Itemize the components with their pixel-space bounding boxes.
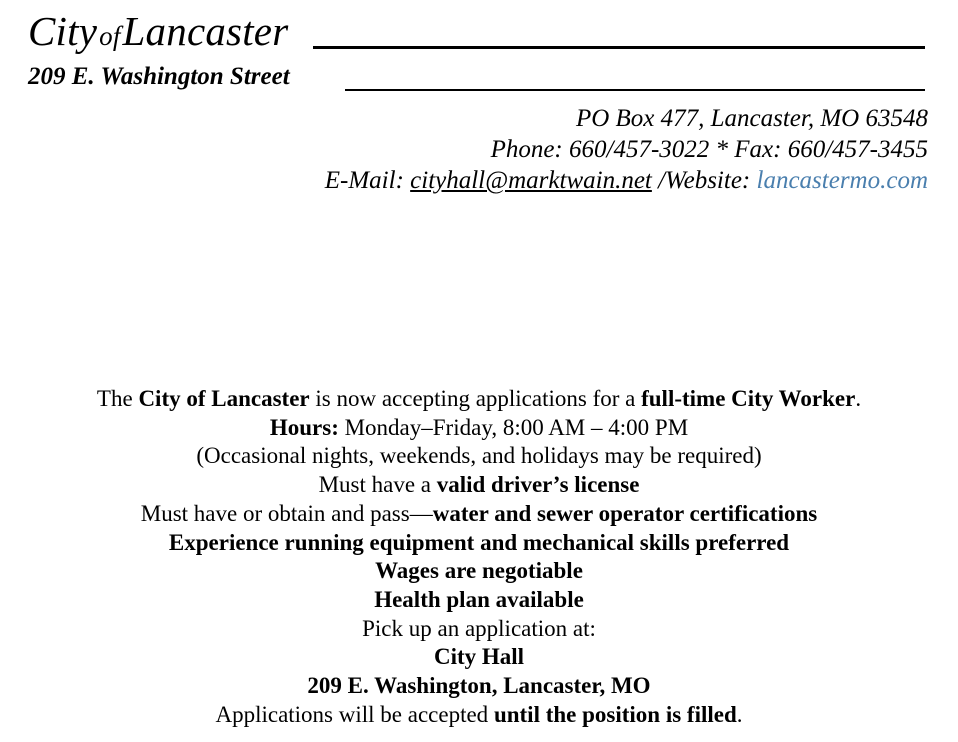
plain-text: The (96, 386, 139, 411)
emphasis-text: Wages are negotiable (375, 558, 583, 584)
emphasis-text: Experience running equipment and mechanical skills preferred (168, 529, 790, 555)
line-license (0, 471, 958, 500)
line-cityhall (0, 643, 958, 672)
line-experience (0, 529, 958, 558)
organization-street-row (28, 62, 290, 92)
organization-title-word-of: of (99, 21, 121, 51)
plain-text: (Occasional nights, weekends, and holidays may be required) (196, 443, 762, 469)
plain-text: . (855, 386, 862, 411)
contact-website-label: /Website: (658, 167, 751, 194)
contact-block (325, 103, 928, 196)
line-health (0, 586, 958, 615)
plain-text: Monday–Friday, 8:00 AM – 4:00 PM (338, 414, 689, 440)
organization-title-word-city: City (28, 8, 98, 54)
line-pickup (0, 615, 958, 644)
line-occasional (0, 442, 958, 471)
letterhead-rule-bottom (345, 89, 925, 91)
contact-email-website-row (325, 165, 928, 196)
line-deadline (0, 701, 958, 730)
contact-website-link[interactable]: lancastermo.com (756, 167, 928, 194)
plain-text: . (736, 701, 743, 727)
organization-title (28, 8, 288, 59)
line-intro (0, 385, 958, 414)
emphasis-text: 209 E. Washington, Lancaster, MO (307, 673, 651, 699)
emphasis-text: Hours: (269, 414, 339, 440)
plain-text: Pick up an application at: (362, 615, 596, 641)
contact-phone-fax: Phone: 660/457-3022 * Fax: 660/457-3455 (490, 136, 928, 163)
line-address (0, 672, 958, 701)
plain-text: Must have or obtain and pass— (140, 500, 433, 526)
line-wages (0, 557, 958, 586)
emphasis-text: valid driver’s license (436, 472, 640, 498)
organization-street: 209 E. Washington Street (28, 63, 290, 90)
emphasis-text: City Hall (433, 644, 525, 670)
organization-title-row (28, 8, 288, 59)
contact-email-label: E-Mail: (324, 167, 404, 194)
emphasis-text: full-time City Worker (641, 386, 856, 411)
plain-text: is now accepting applications for a (309, 386, 642, 411)
emphasis-text: Health plan available (374, 586, 584, 612)
emphasis-text: City of Lancaster (138, 386, 310, 411)
letterhead-rule-top (313, 46, 925, 49)
line-certifications (0, 500, 958, 529)
contact-email-link[interactable]: cityhall@marktwain.net (410, 167, 652, 194)
plain-text: Must have a (318, 472, 437, 498)
plain-text: Applications will be accepted (215, 701, 494, 727)
contact-po-box: PO Box 477, Lancaster, MO 63548 (575, 105, 928, 132)
emphasis-text: water and sewer operator certifications (432, 500, 818, 526)
organization-title-word-lancaster: Lancaster (122, 8, 289, 54)
line-hours (0, 414, 958, 443)
job-posting-body (0, 385, 958, 729)
emphasis-text: until the position is filled (493, 701, 737, 727)
